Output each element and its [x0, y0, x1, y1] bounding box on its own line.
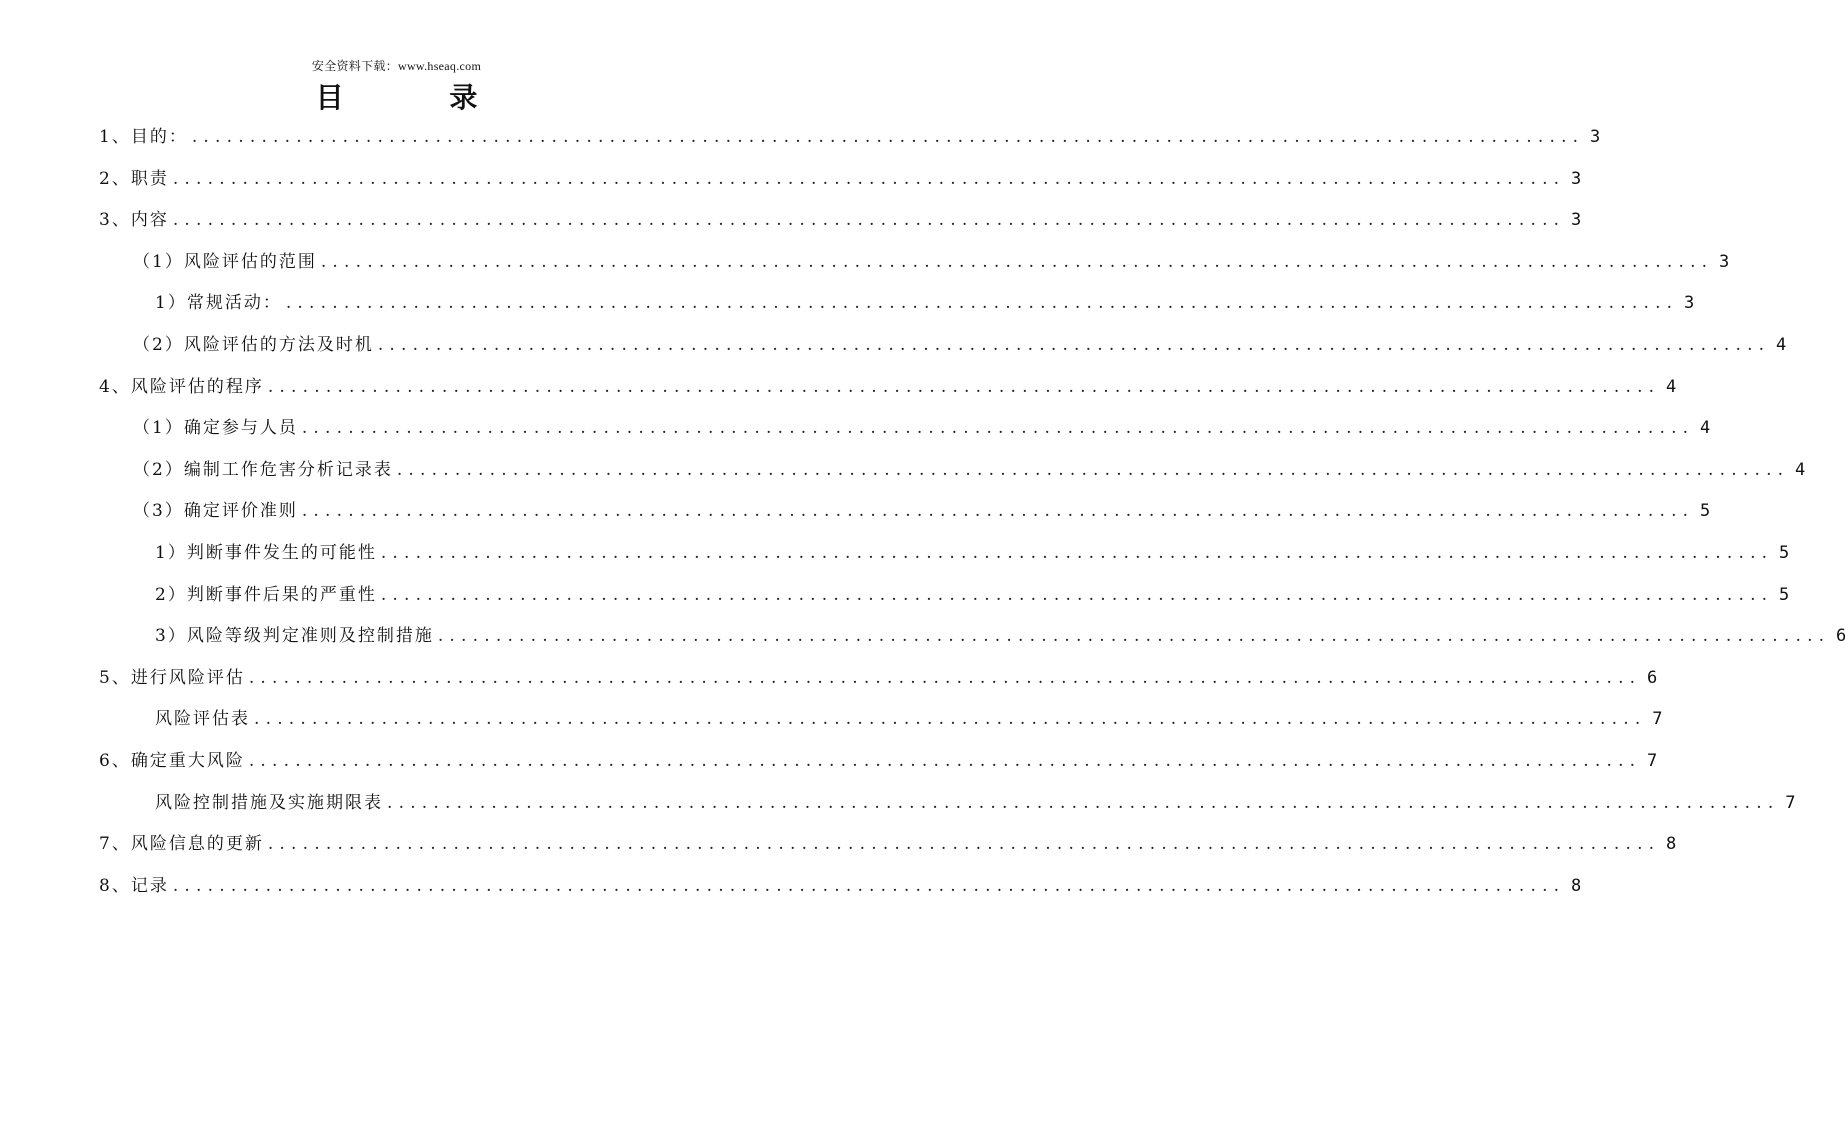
toc-page-number: 4	[1776, 335, 1787, 355]
toc-entry[interactable]	[155, 623, 1846, 649]
toc-dot-leader: ........................................................................................................................	[387, 792, 1780, 813]
toc-dot-leader: ........................................................................................................................	[285, 293, 1679, 314]
toc-dot-leader: ........................................................................................................................	[377, 335, 1771, 355]
toc-entry-title: （2）风险评估的方法及时机	[133, 335, 374, 355]
toc-page-number: 3	[1571, 210, 1582, 231]
toc-dot-leader: ........................................................................................................................	[172, 168, 1566, 189]
toc-entry-title: 2）判断事件后果的严重性	[155, 584, 377, 605]
toc-dot-leader: ........................................................................................................................	[320, 251, 1714, 272]
toc-entry[interactable]	[99, 831, 1677, 857]
toc-dot-leader: ........................................................................................................................	[267, 376, 1661, 397]
toc-page-number: 7	[1652, 709, 1663, 730]
toc-page-number: 7	[1785, 792, 1796, 813]
toc-entry[interactable]	[99, 748, 1658, 774]
toc-dot-leader: ........................................................................................................................	[267, 834, 1661, 855]
toc-dot-leader: ........................................................................................................................	[191, 127, 1585, 147]
toc-page-number: 5	[1779, 584, 1790, 605]
toc-entry[interactable]	[133, 332, 1787, 358]
toc-dot-leader: ........................................................................................................................	[380, 584, 1774, 605]
toc-entry-title: 2、职责	[99, 168, 169, 189]
toc-page-number: 3	[1571, 168, 1582, 189]
toc-entry[interactable]	[99, 665, 1658, 691]
toc-entry[interactable]	[99, 207, 1582, 233]
toc-entry-title: 5、进行风险评估	[99, 667, 245, 688]
toc-entry-title: 8、记录	[99, 875, 169, 896]
toc-dot-leader: ........................................................................................................................	[380, 543, 1774, 563]
toc-dot-leader: ........................................................................................................................	[437, 626, 1831, 647]
toc-entry-title: 1）判断事件发生的可能性	[155, 543, 377, 563]
toc-dot-leader: ........................................................................................................................	[254, 709, 1647, 730]
toc-entry-title: 4、风险评估的程序	[99, 376, 264, 397]
toc-entry[interactable]	[133, 498, 1711, 524]
toc-entry[interactable]	[133, 457, 1806, 483]
toc-page-number: 8	[1571, 875, 1582, 896]
toc-entry-title: 风险控制措施及实施期限表	[155, 792, 383, 813]
toc-entry[interactable]	[155, 706, 1663, 732]
toc-entry[interactable]	[99, 374, 1677, 400]
toc-entry-title: 1、目的：	[99, 127, 188, 147]
toc-dot-leader: ........................................................................................................................	[248, 751, 1642, 771]
toc-page-number: 3	[1590, 127, 1601, 147]
toc-dot-leader: ........................................................................................................................	[172, 210, 1566, 231]
toc-entry[interactable]	[155, 582, 1790, 608]
toc-dot-leader: ........................................................................................................................	[172, 875, 1566, 896]
toc-page-number: 6	[1647, 667, 1658, 688]
toc-entry-title: （1）确定参与人员	[133, 418, 298, 439]
toc-dot-leader: ........................................................................................................................	[301, 501, 1695, 522]
toc-page-number: 8	[1666, 834, 1677, 855]
toc-dot-leader: ........................................................................................................................	[248, 667, 1642, 688]
toc-dot-leader: ........................................................................................................................	[301, 418, 1695, 439]
toc-page-number: 4	[1795, 459, 1806, 480]
toc-entry-title: 风险评估表	[155, 709, 250, 730]
toc-entry-title: 3）风险等级判定准则及控制措施	[155, 626, 434, 647]
toc-entry-title: （1）风险评估的范围	[133, 251, 317, 272]
toc-entry[interactable]	[155, 290, 1695, 316]
header-download-note: 安全资料下载：www.hseaq.com	[311, 59, 482, 73]
toc-entry[interactable]	[155, 540, 1790, 566]
toc-entry-title: （3）确定评价准则	[133, 501, 298, 522]
toc-entry[interactable]	[133, 415, 1711, 441]
toc-entry-title: 1）常规活动：	[155, 293, 282, 314]
toc-entry-title: （2）编制工作危害分析记录表	[133, 459, 393, 480]
toc-entry[interactable]	[133, 249, 1730, 275]
toc-entry-title: 3、内容	[99, 210, 169, 231]
toc-entry-title: 6、确定重大风险	[99, 751, 245, 771]
toc-dot-leader: ........................................................................................................................	[396, 459, 1790, 480]
toc-entry[interactable]	[99, 124, 1601, 150]
toc-page-number: 3	[1719, 251, 1730, 272]
toc-page-number: 4	[1666, 376, 1677, 397]
toc-page-number: 4	[1700, 418, 1711, 439]
toc-entry[interactable]	[99, 166, 1582, 192]
toc-page-number: 5	[1779, 543, 1790, 563]
toc-entry[interactable]	[155, 790, 1796, 816]
toc-page-number: 5	[1700, 501, 1711, 522]
toc-entry[interactable]	[99, 873, 1582, 899]
toc-entry-title: 7、风险信息的更新	[99, 834, 264, 855]
toc-page-number: 6	[1836, 626, 1846, 647]
page-title: 目 录	[315, 81, 526, 114]
toc-page-number: 3	[1684, 293, 1695, 314]
toc-page-number: 7	[1647, 751, 1658, 771]
